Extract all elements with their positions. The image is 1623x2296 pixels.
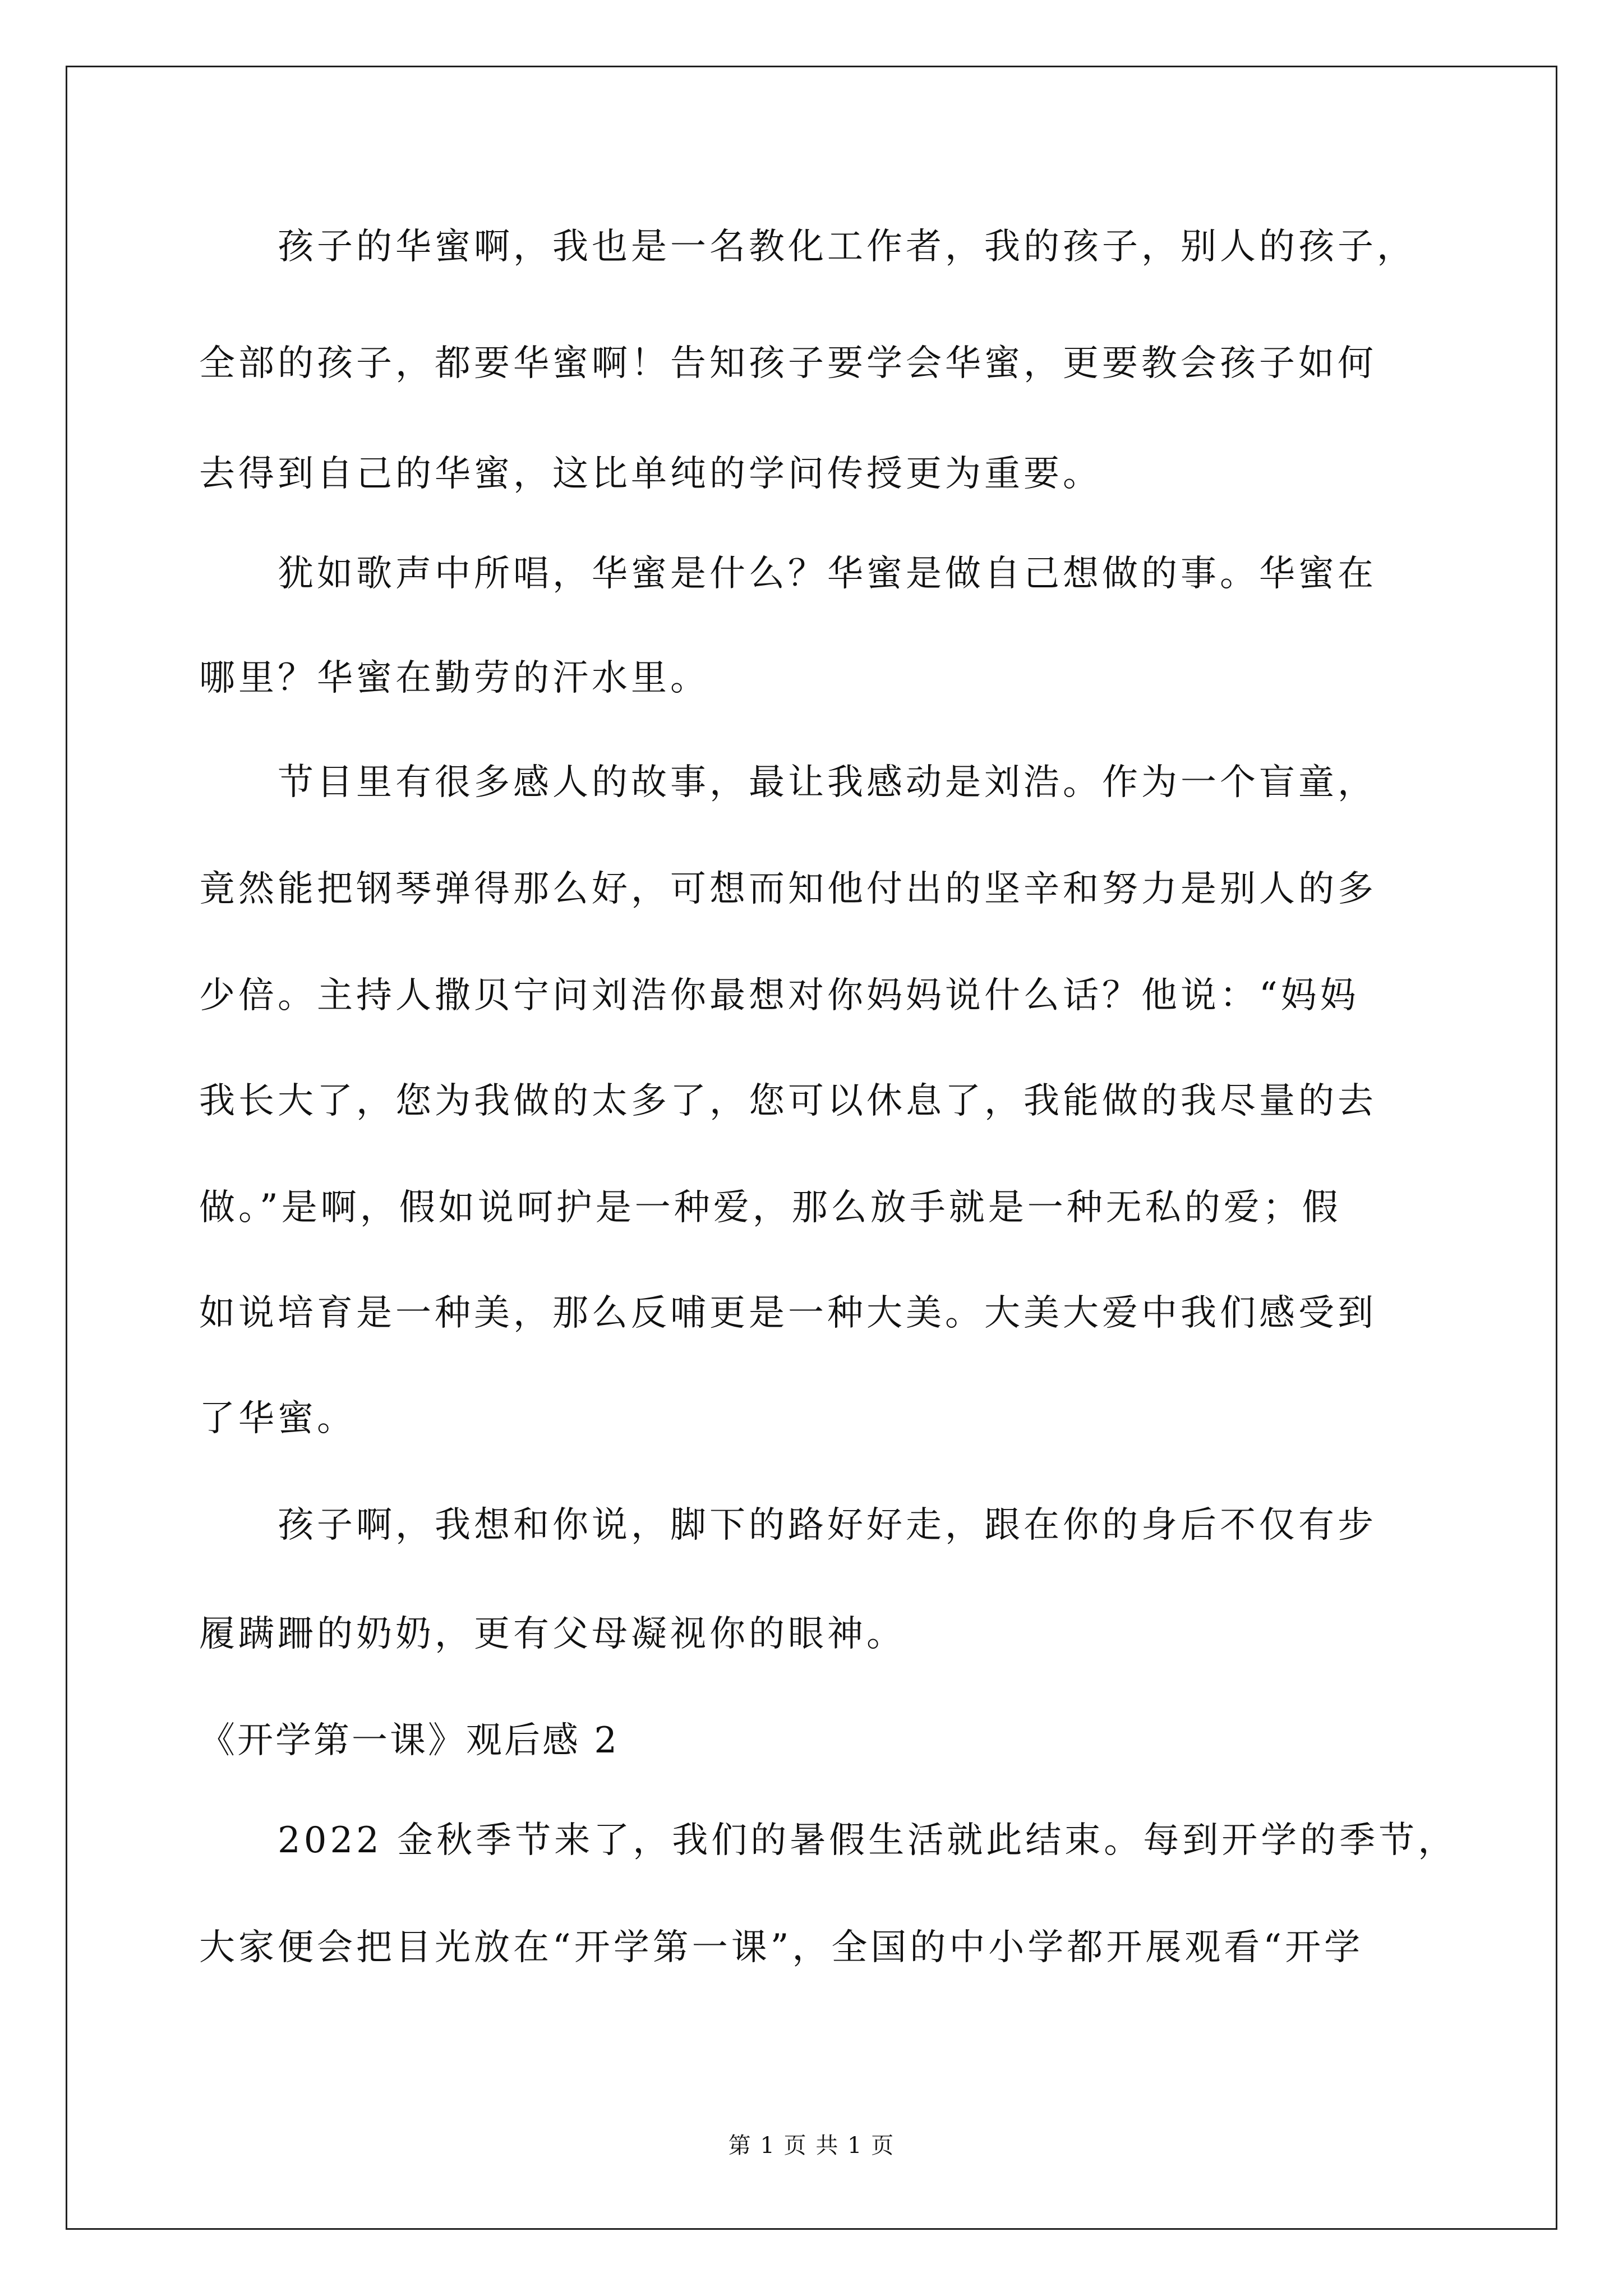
paragraph-line: 全部的孩子，都要华蜜啊！告知孩子要学会华蜜，更要教会孩子如何 bbox=[199, 343, 1377, 384]
paragraph-line: 节目里有很多感人的故事，最让我感动是刘浩。作为一个盲童， bbox=[278, 762, 1377, 803]
paragraph-line: 履蹒跚的奶奶，更有父母凝视你的眼神。 bbox=[199, 1613, 906, 1655]
page-footer: 第 1 页 共 1 页 bbox=[728, 2133, 895, 2159]
paragraph-line: 孩子啊，我想和你说，脚下的路好好走，跟在你的身后不仅有步 bbox=[278, 1504, 1377, 1546]
paragraph-line: 我长大了，您为我做的太多了，您可以休息了，我能做的我尽量的去 bbox=[199, 1080, 1377, 1122]
paragraph-line: 做。”是啊，假如说呵护是一种爱，那么放手就是一种无私的爱；假 bbox=[199, 1187, 1341, 1228]
paragraph-line: 少倍。主持人撒贝宁问刘浩你最想对你妈妈说什么话？他说：“妈妈 bbox=[199, 975, 1359, 1016]
paragraph-line: 去得到自己的华蜜，这比单纯的学问传授更为重要。 bbox=[199, 453, 1102, 495]
paragraph-line: 大家便会把目光放在“开学第一课”，全国的中小学都开展观看“开学 bbox=[199, 1927, 1364, 1968]
section-heading: 《开学第一课》观后感 2 bbox=[199, 1720, 620, 1761]
paragraph-line: 孩子的华蜜啊，我也是一名教化工作者，我的孩子，别人的孩子， bbox=[278, 226, 1416, 268]
page-border bbox=[66, 66, 1557, 2230]
paragraph-line: 犹如歌声中所唱，华蜜是什么？华蜜是做自己想做的事。华蜜在 bbox=[278, 553, 1377, 595]
paragraph-line: 了华蜜。 bbox=[199, 1398, 356, 1439]
paragraph-line: 竟然能把钢琴弹得那么好，可想而知他付出的坚辛和努力是别人的多 bbox=[199, 868, 1377, 910]
paragraph-line: 如说培育是一种美，那么反哺更是一种大美。大美大爱中我们感受到 bbox=[199, 1292, 1377, 1334]
paragraph-line: 2022 金秋季节来了，我们的暑假生活就此结束。每到开学的季节， bbox=[278, 1820, 1458, 1861]
paragraph-line: 哪里？华蜜在勤劳的汗水里。 bbox=[199, 657, 709, 699]
